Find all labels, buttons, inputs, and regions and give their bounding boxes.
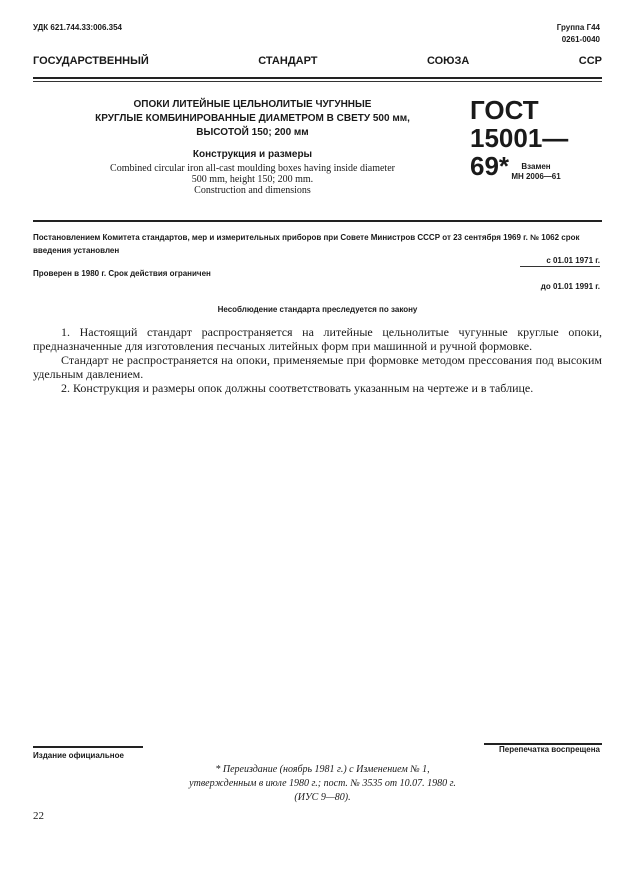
udk-code: УДК 621.744.33:006.354	[33, 23, 122, 32]
header-divider	[33, 77, 602, 79]
title-line: КРУГЛЫЕ КОМБИНИРОВАННЫЕ ДИАМЕТРОМ В СВЕТУ 500 мм,	[95, 113, 410, 124]
standard-title-en	[60, 163, 445, 196]
gost-number: 15001—69*	[470, 123, 569, 181]
reissue-line: (ИУС 9—80).	[294, 792, 351, 803]
page-number: 22	[33, 810, 44, 822]
replaces-label: Взамен	[521, 162, 551, 171]
paragraph: 2. Конструкция и размеры опок должны соответствовать указанным на чертеже и в таблице.	[61, 381, 534, 395]
title-divider	[33, 220, 602, 222]
state-standard-banner	[33, 55, 602, 67]
classifier-code: 0261-0040	[561, 35, 600, 44]
group-label: Группа Г44	[556, 23, 600, 32]
decree-text: Постановлением Комитета стандартов, мер и измерительных приборов при Совете Министров СССР от 23 сентября 1969 г. № 1062 срок введения установлен	[33, 233, 580, 255]
banner-word: ССР	[578, 55, 602, 67]
banner-word: СТАНДАРТ	[258, 55, 318, 67]
banner-word: СОЮЗА	[426, 55, 470, 67]
replaces-value: МН 2006—61	[511, 172, 561, 181]
banner-word: ГОСУДАРСТВЕННЫЙ	[33, 55, 149, 67]
gost-label: ГОСТ	[470, 95, 539, 125]
date-underline	[520, 266, 600, 267]
title-en-line: 500 mm, height 150; 200 mm.	[191, 174, 314, 185]
paragraph: Стандарт не распространяется на опоки, применяемые при формовке методом прессования под высоким удельным давлением.	[33, 353, 602, 381]
group-code	[557, 22, 600, 46]
reissue-line: * Переиздание (ноябрь 1981 г.) с Изменением № 1,	[215, 764, 430, 775]
expiry-date: до 01.01 1991 г.	[540, 282, 600, 291]
header-divider-thin	[33, 81, 602, 82]
footer-divider-left	[33, 746, 143, 748]
introduction-date: с 01.01 1971 г.	[546, 256, 600, 265]
title-line: ОПОКИ ЛИТЕЙНЫЕ ЦЕЛЬНОЛИТЫЕ ЧУГУННЫЕ	[133, 99, 372, 110]
standard-title-ru	[60, 98, 445, 140]
reissue-line: утвержденным в июле 1980 г.; пост. № 3535 от 10.07. 1980 г.	[189, 778, 456, 789]
title-en-line: Combined circular iron all-cast moulding boxes having inside diameter	[110, 163, 395, 174]
reissue-note	[150, 763, 495, 805]
title-line: ВЫСОТОЙ 150; 200 мм	[196, 127, 309, 138]
checked-note: Проверен в 1980 г. Срок действия ограничен	[33, 269, 211, 278]
law-notice: Несоблюдение стандарта преследуется по закону	[217, 305, 418, 314]
title-en-line: Construction and dimensions	[194, 185, 311, 196]
official-edition-label: Издание официальное	[33, 751, 124, 760]
reprint-forbidden-label: Перепечатка воспрещена	[499, 745, 600, 754]
body-text	[33, 325, 602, 395]
paragraph: 1. Настоящий стандарт распространяется на литейные цельнолитые чугунные круглые опоки, предназначенные для изготовления песчаных литейных форм при машинной и ручной формовке.	[33, 325, 602, 353]
standard-subtitle-ru: Конструкция и размеры	[192, 149, 313, 160]
